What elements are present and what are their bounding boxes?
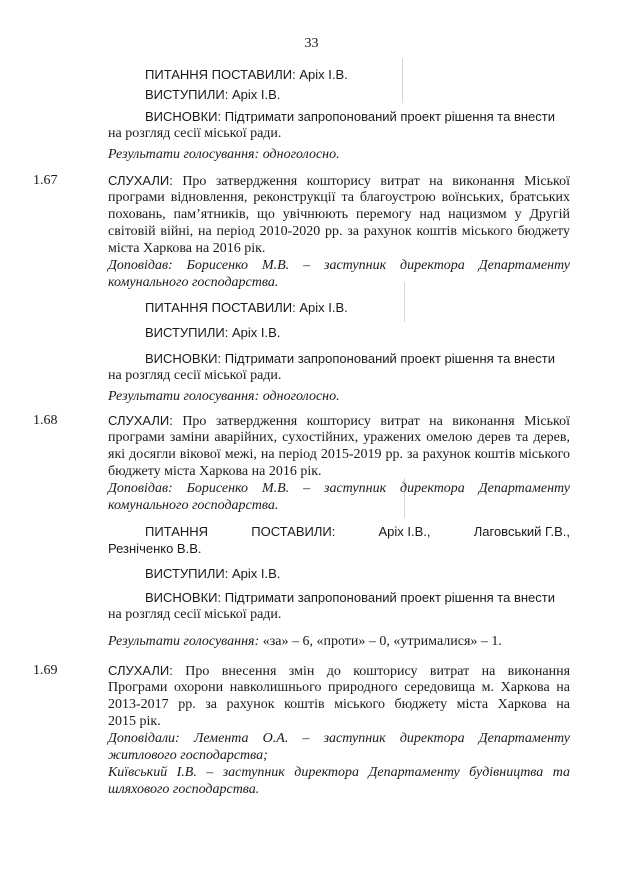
raised-label: ПИТАННЯ ПОСТАВИЛИ: — [145, 67, 296, 82]
voting-label: Результати голосування: — [108, 634, 260, 649]
spoke — [145, 565, 570, 582]
conclusions-cont: на розгляд сесії міської ради. — [108, 607, 282, 622]
raised-text: Аріх І.В. — [299, 300, 348, 315]
raised-label: ПИТАННЯ ПОСТАВИЛИ: — [145, 300, 296, 315]
heard-line: програми відновлення, реконструкції та благоустрою воїнських, братських — [108, 190, 570, 205]
heard-line1: Про затвердження кошторису витрат на виконання Міської — [182, 414, 570, 429]
spoke — [145, 86, 570, 103]
reporter: Доповідав: Борисенко М.В. – заступник директора Департаменту — [108, 258, 570, 273]
voting-results — [108, 633, 570, 650]
heard-line: 2013-2017 рр. за рахунок коштів міського бюджету міста Харкова на — [108, 697, 570, 712]
heard-line: міста Харкова на 2016 рік. — [108, 241, 266, 256]
raised-questions — [145, 523, 570, 540]
heard-line1: Про внесення змін до кошторису витрат на виконання — [185, 664, 571, 679]
heard-line: які досягли вікової межі, на період 2015-2019 рр. за рахунок коштів міського — [108, 447, 570, 462]
raised-text: Аріх І.В. — [299, 67, 348, 82]
raised-questions — [145, 66, 570, 83]
voting-text: «за» – 6, «проти» – 0, «утрималися» – 1. — [262, 634, 502, 649]
heard-line1: Про затвердження кошторису витрат на виконання Міської — [182, 174, 570, 189]
reporter: шляхового господарства. — [108, 782, 260, 797]
conclusions-label: ВИСНОВКИ: — [145, 590, 222, 605]
spoke-text: Аріх І.В. — [231, 87, 281, 102]
heard-line: бюджету міста Харкова на 2016 рік. — [108, 464, 322, 479]
spoke-text: Аріх І.В. — [231, 566, 281, 581]
heard-line: Програми охорони навколишнього природного середовища м. Харкова на — [108, 680, 570, 695]
heard-line: світовій війні, на період 2010-2020 рр. за рахунок коштів міського бюджету — [108, 224, 570, 239]
raised-word: ПИТАННЯ — [145, 524, 209, 539]
conclusions-text: Підтримати запропонований проект рішення та внести — [224, 590, 555, 605]
reporter: Київський І.В. – заступник директора Департаменту будівництва та — [108, 765, 570, 780]
conclusions-text: Підтримати запропонований проект рішення та внести — [224, 351, 555, 366]
conclusions — [145, 108, 570, 125]
page-number: 33 — [304, 36, 319, 51]
spoke — [145, 324, 570, 341]
conclusions-cont: на розгляд сесії міської ради. — [108, 126, 282, 141]
heard-line: поховань, пам’ятників, що увічнюють перемогу над нацизмом у Другій — [108, 207, 570, 222]
reporter: комунального господарства. — [108, 275, 279, 290]
item-number: 1.67 — [33, 173, 58, 188]
heard-line-1 — [108, 662, 570, 680]
conclusions-label: ВИСНОВКИ: — [145, 109, 222, 124]
heard-label: СЛУХАЛИ: — [108, 173, 173, 188]
item-number: 1.69 — [33, 663, 58, 678]
heard-label: СЛУХАЛИ: — [108, 663, 173, 678]
heard-line: 2015 рік. — [108, 714, 161, 729]
raised-word: ПОСТАВИЛИ: — [251, 524, 336, 539]
conclusions-label: ВИСНОВКИ: — [145, 351, 222, 366]
conclusions-text: Підтримати запропонований проект рішення та внести — [224, 109, 555, 124]
conclusions — [145, 350, 570, 367]
raised-questions — [145, 299, 570, 316]
heard-line-1 — [108, 172, 570, 190]
voting-results: Результати голосування: одноголосно. — [108, 147, 340, 162]
reporter: комунального господарства. — [108, 498, 279, 513]
reporter: Доповідав: Борисенко М.В. – заступник директора Департаменту — [108, 481, 570, 496]
raised-word: Лаговський Г.В., — [473, 524, 570, 539]
conclusions-cont: на розгляд сесії міської ради. — [108, 368, 282, 383]
heard-line: програми заміни аварійних, сухостійних, уражених омелою дерев та дерев, — [108, 430, 570, 445]
raised-cont: Резніченко В.В. — [108, 541, 202, 556]
spoke-label: ВИСТУПИЛИ: — [145, 87, 229, 102]
raised-word: Аріх І.В., — [378, 524, 431, 539]
heard-label: СЛУХАЛИ: — [108, 413, 173, 428]
heard-line-1 — [108, 412, 570, 430]
spoke-label: ВИСТУПИЛИ: — [145, 325, 229, 340]
reporter: Доповідали: Лемента О.А. – заступник директора Департаменту — [108, 731, 570, 746]
voting-results: Результати голосування: одноголосно. — [108, 389, 340, 404]
conclusions — [145, 589, 570, 606]
reporter: житлового господарства; — [108, 748, 268, 763]
spoke-label: ВИСТУПИЛИ: — [145, 566, 229, 581]
spoke-text: Аріх І.В. — [231, 325, 281, 340]
item-number: 1.68 — [33, 413, 58, 428]
